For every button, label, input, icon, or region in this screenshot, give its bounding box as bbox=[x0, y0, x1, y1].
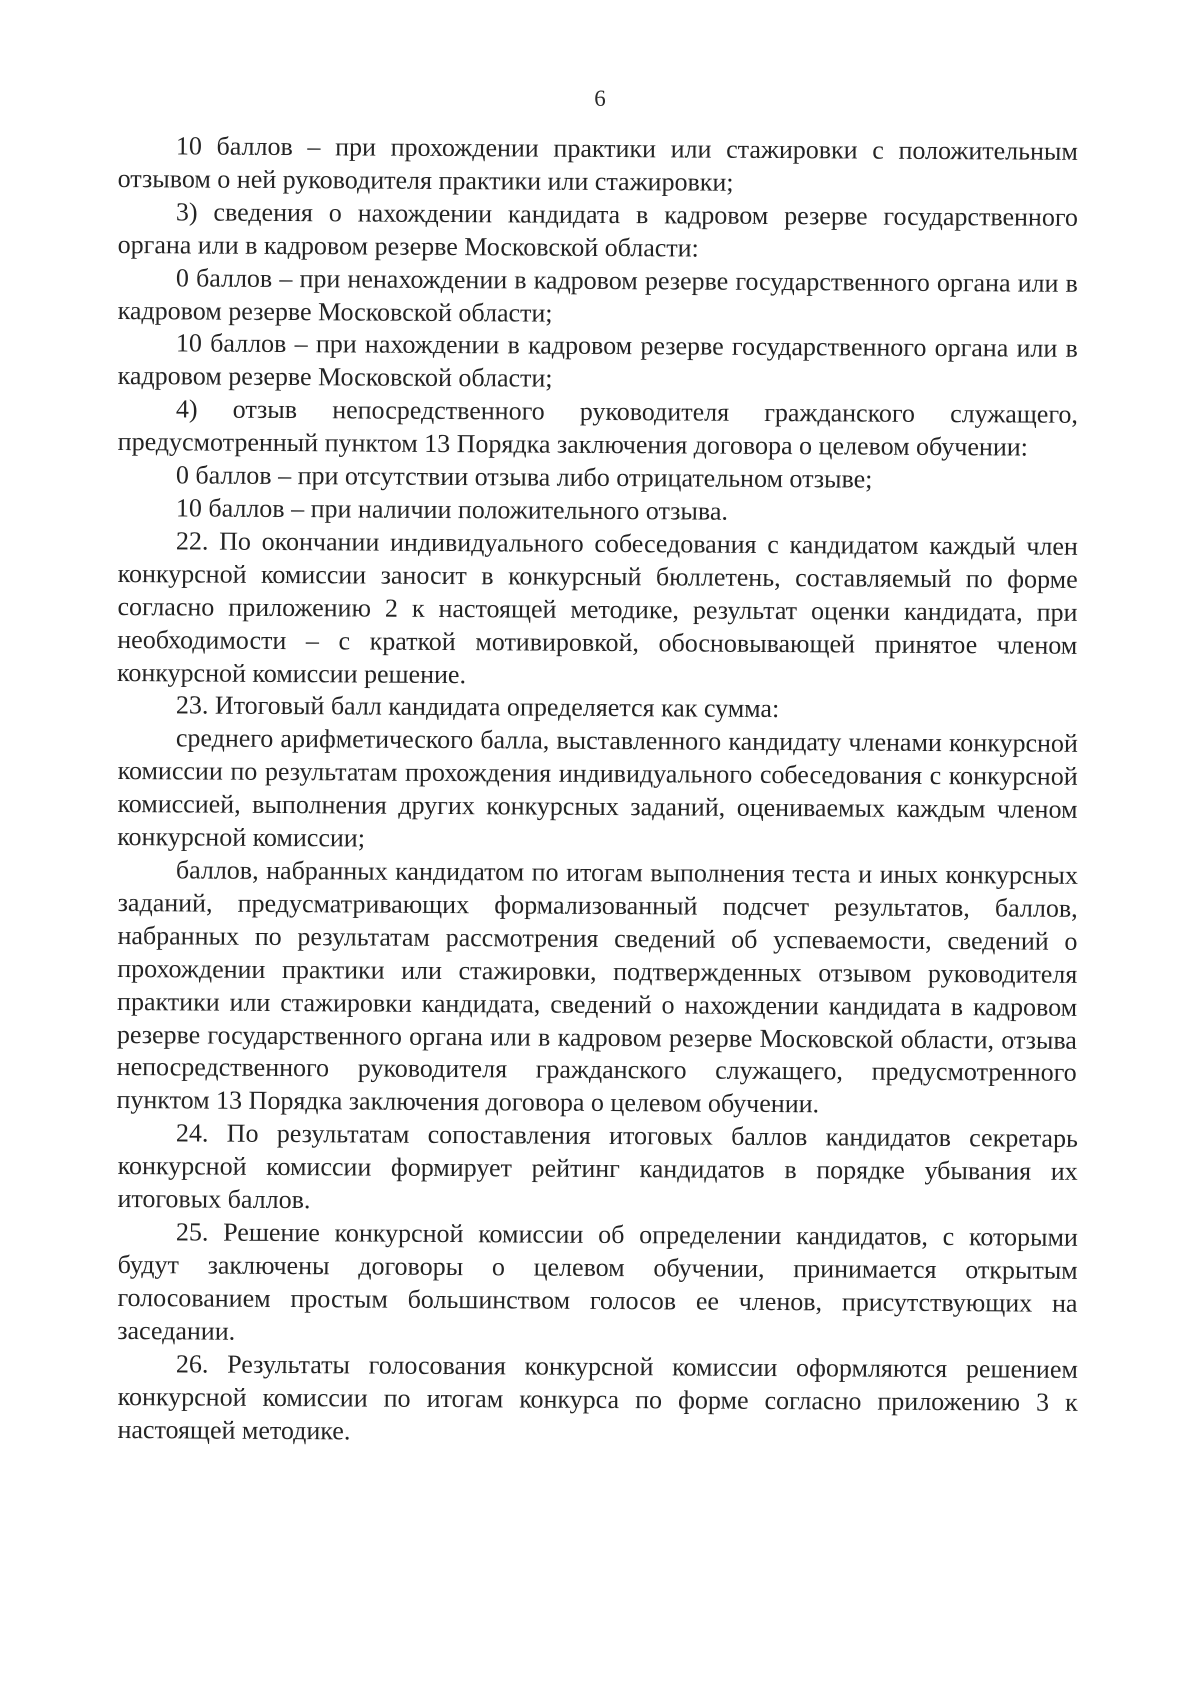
paragraph-reserve-10-points: 10 баллов – при нахождении в кадровом резерве государственного органа или в кадровом резерве Московской области; bbox=[117, 328, 1078, 393]
paragraph-review-0-points: 0 баллов – при отсутствии отзыва либо отрицательном отзыве; bbox=[175, 460, 873, 494]
paragraph-24: 24. По результатам сопоставления итоговых баллов кандидатов секретарь конкурсной комиссии формирует рейтинг кандидатов в порядке убывания их итоговых баллов. bbox=[117, 1118, 1078, 1215]
paragraph-22: 22. По окончании индивидуального собеседования с кандидатом каждый член конкурсной комиссии заносит в конкурсный бюллетень, составляемый по форме согласно приложению 2 к настоящей методике, результат оценки кандидата, при необходимости – с краткой мотивировкой, обосновывающей принятое членом конкурсной комиссии решение. bbox=[117, 526, 1078, 689]
paragraph-item-3-reserve: 3) сведения о нахождении кандидата в кадровом резерве государственного органа или в кадровом резерве Московской области: bbox=[117, 197, 1078, 263]
paragraph-item-4-review: 4) отзыв непосредственного руководителя гражданского служащего, предусмотренный пунктом 13 Порядка заключения договора о целевом обучении: bbox=[117, 394, 1078, 462]
paragraph-23-average-score: среднего арифметического балла, выставленного кандидату членами конкурсной комиссии по результатам прохождения индивидуального собеседования с конкурсной комиссией, выполнения других конкурсных заданий, оцениваемых каждым членом конкурсной комиссии; bbox=[117, 723, 1078, 853]
paragraph-23: 23. Итоговый балл кандидата определяется как сумма: bbox=[175, 690, 780, 724]
paragraph-review-10-points: 10 баллов – при наличии положительного отзыва. bbox=[175, 493, 729, 526]
paragraph-practice-10-points: 10 баллов – при прохождении практики или стажировки с положительным отзывом о ней руководителя практики или стажировки; bbox=[117, 131, 1078, 197]
paragraph-25: 25. Решение конкурсной комиссии об определении кандидатов, с которыми будут заключены договоры о целевом обучении, принимается открытым голосованием простым большинством голосов ее членов, присутствующих на заседании. bbox=[117, 1217, 1078, 1346]
paragraph-23-points-gained: баллов, набранных кандидатом по итогам выполнения теста и иных конкурсных заданий, предусматривающих формализованный подсчет результатов, баллов, набранных по результатам рассмотрения сведений об успеваемости, сведений о прохождении практики или стажировки, подтвержденных отзывом руководителя практики или стажировки кандидата, сведений о нахождении кандидата в кадровом резерве государственного органа или в кадровом резерве Московской области, отзыва непосредственного руководителя гражданского служащего, предусмотренного пунктом 13 Порядка заключения договора о целевом обучении. bbox=[116, 855, 1078, 1119]
paragraph-reserve-0-points: 0 баллов – при ненахождении в кадровом резерве государственного органа или в кадровом резерве Московской области; bbox=[117, 262, 1078, 328]
page-number: 6 bbox=[594, 86, 606, 111]
paragraph-26: 26. Результаты голосования конкурсной комиссии оформляются решением конкурсной комиссии по итогам конкурса по форме согласно приложению 3 к настоящей методике. bbox=[117, 1348, 1078, 1445]
document-body bbox=[118, 130, 1078, 1446]
